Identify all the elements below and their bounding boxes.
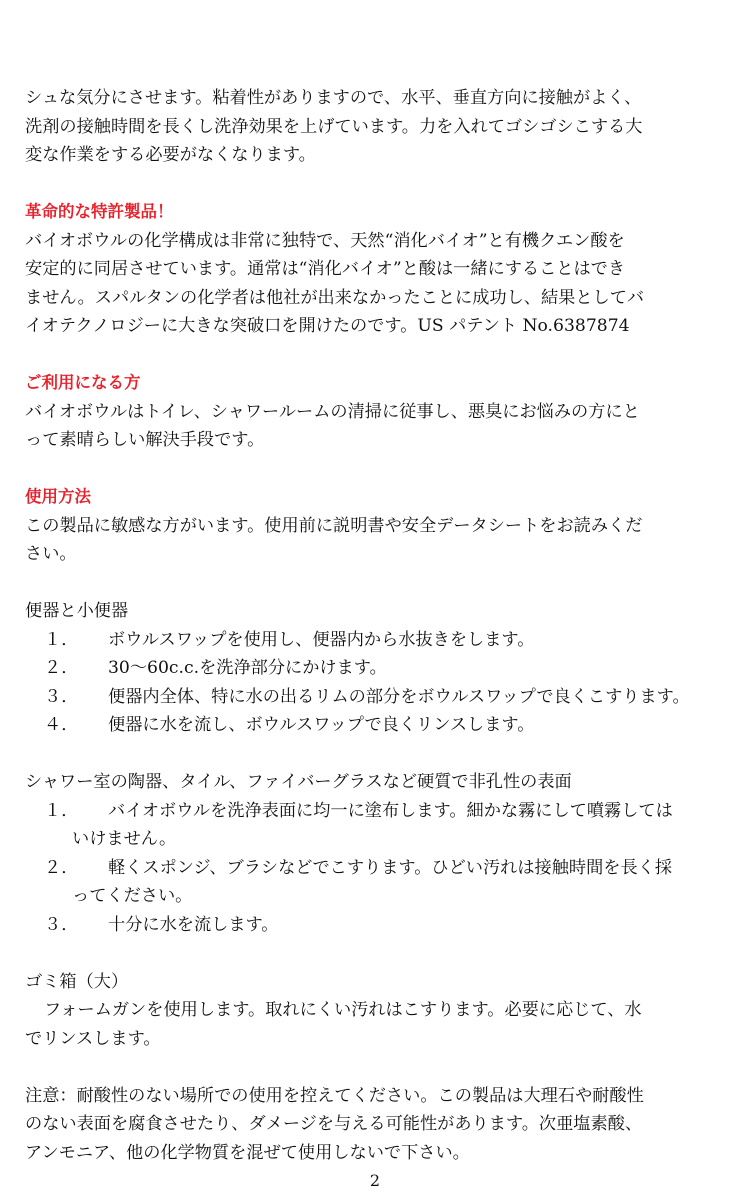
list-text: 十分に水を流します。 xyxy=(108,914,279,935)
shower-instructions xyxy=(25,768,725,939)
subsection-title: ゴミ箱（大） xyxy=(25,971,129,992)
list-item xyxy=(25,654,725,683)
text-line: イオテクノロジーに大きな突破口を開けたのです。US パテント No.6387874 xyxy=(25,316,630,336)
intro-paragraph xyxy=(25,84,725,170)
text-line: この製品に敏感な方がいます。使用前に説明書や安全データシートをお読みくだ xyxy=(25,515,643,536)
list-text: 30～60c.c.を洗浄部分にかけます。 xyxy=(108,658,387,678)
text-line: ません。スパルタンの化学者は他社が出来なかったことに成功し、結果としてバ xyxy=(25,287,645,308)
text-line: 洗剤の接触時間を長くし洗浄効果を上げています。力を入れてゴシゴシこする大 xyxy=(25,116,643,137)
text-line: って素晴らしい解決手段です。 xyxy=(25,430,265,450)
text-line: 安定的に同居させています。通常は“消化バイオ”と酸は一緒にすることはでき xyxy=(25,259,626,279)
list-text: 便器内全体、特に水の出るリムの部分をボウルスワップで良くこすります。 xyxy=(108,686,690,707)
list-number: ２． xyxy=(44,658,79,678)
list-number: １． xyxy=(44,629,79,650)
section-heading: 革命的な特許製品！ xyxy=(25,202,174,221)
patent-section xyxy=(25,198,725,341)
users-section xyxy=(25,369,725,455)
list-item xyxy=(25,911,725,940)
list-text: ボウルスワップを使用し、便器内から水抜きをします。 xyxy=(108,629,535,650)
list-number: ３． xyxy=(44,686,79,707)
caution-paragraph xyxy=(25,1082,725,1168)
trash-instructions xyxy=(25,968,725,1054)
text-line: バイオボウルはトイレ、シャワールームの清掃に従事し、悪臭にお悩みの方にと xyxy=(25,401,640,422)
list-item xyxy=(25,626,725,655)
list-number: ４． xyxy=(44,715,79,735)
text-line: のない表面を腐食させたり、ダメージを与える可能性があります。次亜塩素酸、 xyxy=(25,1114,643,1134)
text-line: 変な作業をする必要がなくなります。 xyxy=(25,145,316,165)
list-item xyxy=(25,683,725,712)
section-heading: ご利用になる方 xyxy=(25,373,141,392)
list-item xyxy=(25,797,725,826)
list-text: バイオボウルを洗浄表面に均一に塗布します。細かな霧にして噴霧しては xyxy=(108,800,673,821)
page-number: 2 xyxy=(369,1171,381,1190)
list-item-continuation: いけません。 xyxy=(72,829,177,849)
list-number: １． xyxy=(44,800,79,821)
subsection-title: 便器と小便器 xyxy=(25,601,129,621)
text-line: シュな気分にさせます。粘着性がありますので、水平、垂直方向に接触がよく、 xyxy=(25,88,642,108)
document-body xyxy=(25,84,725,1167)
usage-section xyxy=(25,483,725,569)
list-number: ３． xyxy=(44,914,79,935)
toilet-instructions xyxy=(25,597,725,740)
text-line: さい。 xyxy=(25,544,77,564)
text-line: バイオボウルの化学構成は非常に独特で、天然“消化バイオ”と有機クエン酸を xyxy=(25,230,625,251)
list-text: 便器に水を流し、ボウルスワップで良くリンスします。 xyxy=(108,715,535,735)
subsection-title: シャワー室の陶器、タイル、ファイバーグラスなど硬質で非孔性の表面 xyxy=(25,772,572,792)
text-line: 注意：耐酸性のない場所での使用を控えてください。この製品は大理石や耐酸性 xyxy=(25,1085,644,1106)
section-heading: 使用方法 xyxy=(25,487,91,506)
list-item xyxy=(25,711,725,740)
text-line: フォームガンを使用します。取れにくい汚れはこすります。必要に応じて、水 xyxy=(44,1000,642,1020)
text-line: アンモニア、他の化学物質を混ぜて使用しないで下さい。 xyxy=(25,1142,470,1163)
text-line: でリンスします。 xyxy=(25,1028,161,1049)
list-item-continuation: ってください。 xyxy=(72,886,193,906)
list-item xyxy=(25,854,725,883)
list-text: 軽くスポンジ、ブラシなどでこすります。ひどい汚れは接触時間を長く採 xyxy=(108,857,673,878)
list-number: ２． xyxy=(44,857,79,878)
